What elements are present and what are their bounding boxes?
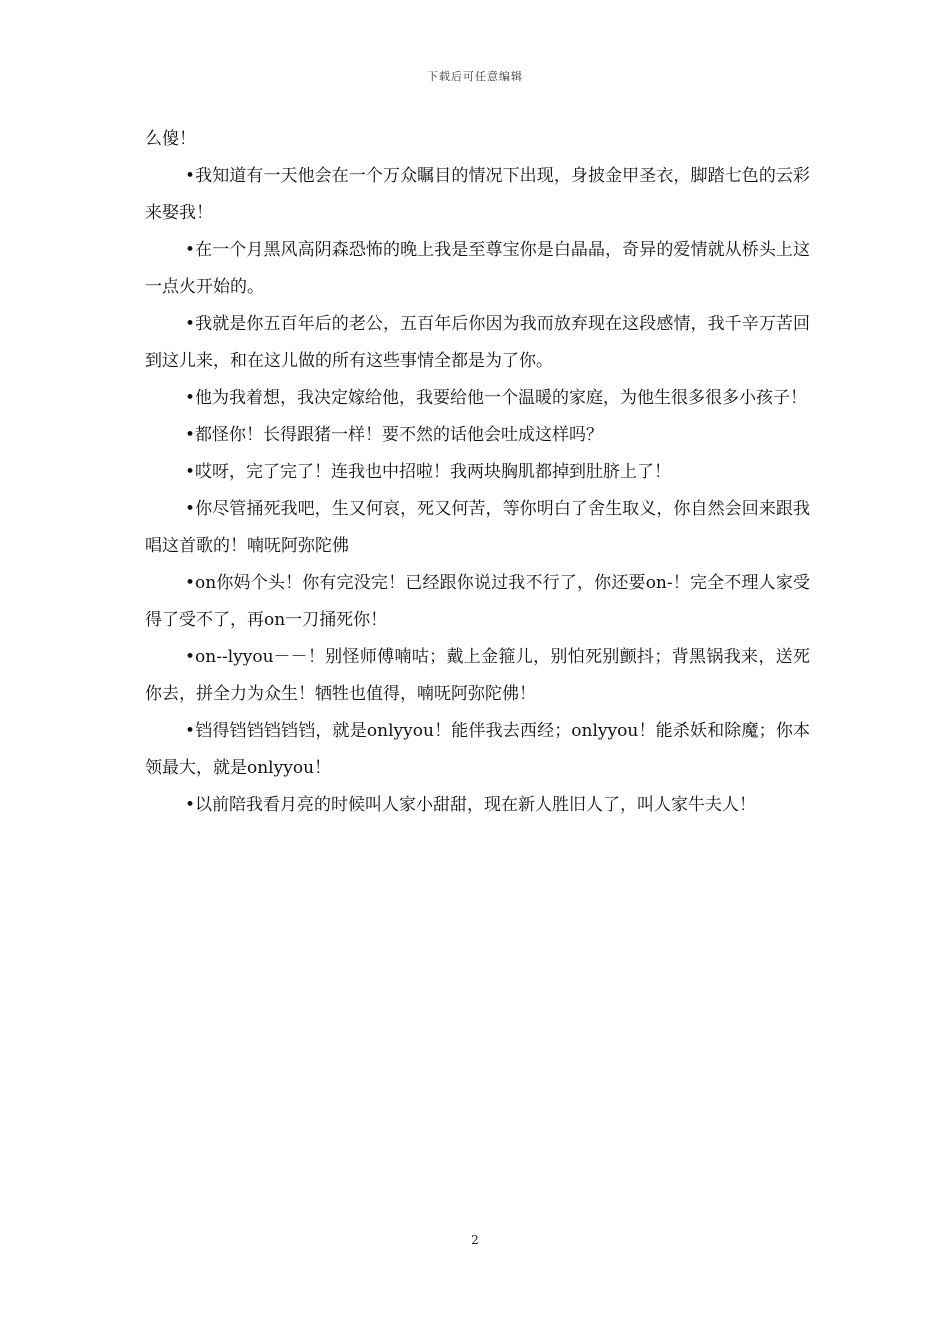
paragraph: •我知道有一天他会在一个万众瞩目的情况下出现，身披金甲圣衣，脚踏七色的云彩来娶我！ — [145, 166, 810, 223]
paragraph: •他为我着想，我决定嫁给他，我要给他一个温暖的家庭，为他生很多很多小孩子！ — [185, 388, 808, 408]
paragraph: •哎呀，完了完了！连我也中招啦！我两块胸肌都掉到肚脐上了！ — [185, 462, 672, 482]
paragraph: •我就是你五百年后的老公，五百年后你因为我而放弃现在这段感情，我千辛万苦回到这儿来，和在这儿做的所有这些事情全都是为了你。 — [145, 314, 810, 371]
page-header: 下载后可任意编辑 — [427, 70, 523, 83]
paragraph: •on--lyyou－－！别怪师傅喃咕；戴上金箍儿，别怕死别颤抖；背黑锅我来，送死你去，拼全力为众生！牺牲也值得，喃呒阿弥陀佛！ — [145, 647, 810, 704]
document-body — [145, 121, 810, 824]
paragraph: •你尽管捅死我吧，生又何哀，死又何苦，等你明白了舍生取义，你自然会回来跟我唱这首歌的！喃呒阿弥陀佛 — [145, 499, 810, 556]
paragraph: •on你妈个头！你有完没完！已经跟你说过我不行了，你还要on-！完全不理人家受得了受不了，再on一刀捅死你！ — [145, 573, 810, 630]
paragraph: •铛得铛铛铛铛铛，就是onlyyou！能伴我去西经；onlyyou！能杀妖和除魔；你本领最大，就是onlyyou！ — [145, 721, 810, 778]
paragraph: 么傻！ — [145, 129, 196, 149]
paragraph: •在一个月黑风高阴森恐怖的晚上我是至尊宝你是白晶晶，奇异的爱情就从桥头上这一点火开始的。 — [145, 240, 810, 297]
paragraph: •都怪你！长得跟猪一样！要不然的话他会吐成这样吗？ — [185, 425, 604, 445]
page-number: 2 — [471, 1233, 479, 1247]
paragraph: •以前陪我看月亮的时候叫人家小甜甜，现在新人胜旧人了，叫人家牛夫人！ — [185, 795, 757, 815]
